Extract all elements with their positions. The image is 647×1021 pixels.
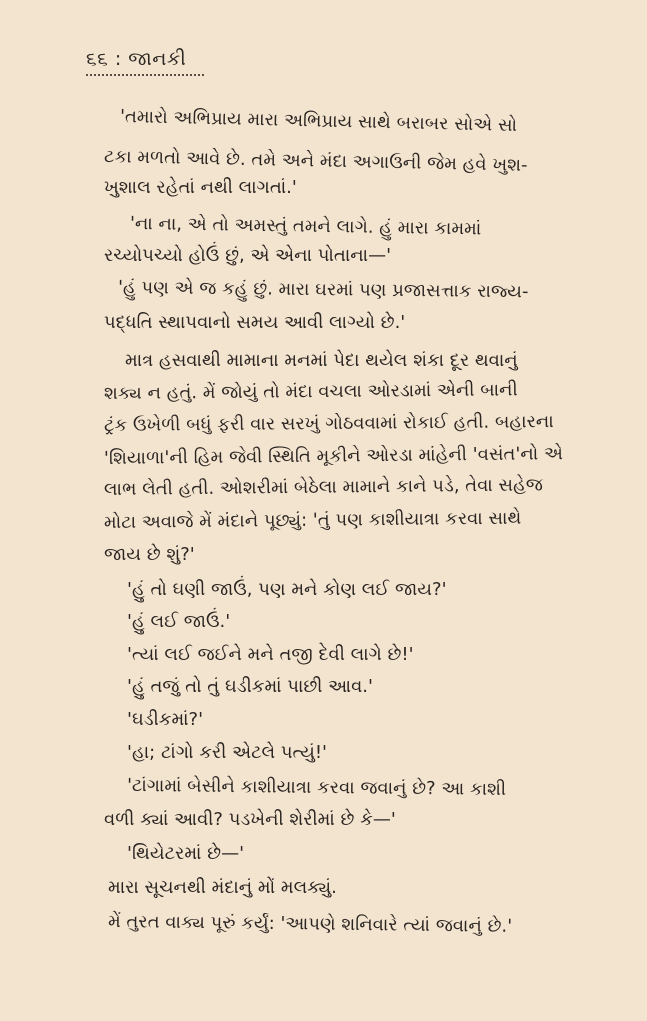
text-line: 'હું લઈ જાઉં.': [127, 611, 231, 632]
text-line: પદ્ધતિ સ્થાપવાનો સમય આવી લાગ્યો છે.': [104, 312, 406, 333]
text-line: 'ટાંગામાં બેસીને કાશીયાત્રા કરવા જવાનું છે? આ કાશી: [126, 775, 507, 800]
text-line: મારા સૂચનથી મંદાનું મોં મલક્યું.: [108, 877, 337, 898]
text-line: ટકા મળતો આવે છે. તમે અને મંદા અગાઉની જેમ હવે ખુશ-: [103, 146, 528, 176]
text-line: 'શિયાળા'ની હિમ જેવી સ્થિતિ મૂકીને ઓરડા માંહેની 'વસંત'નો એ: [103, 443, 564, 469]
text-line: 'હું પણ એ જ કહું છું. મારા ઘરમાં પણ પ્રજાસત્તાક રાજ્ય-: [117, 277, 529, 303]
page-header: [86, 48, 186, 70]
page-number: ૬૬: [86, 48, 109, 70]
text-line: 'ઘડીકમાં?': [127, 709, 204, 730]
text-line: લાભ લેતી હતી. ઓશરીમાં બેઠેલા મામાને કાને પડે, તેવા સહેજ: [103, 474, 544, 500]
text-line: રચ્યોપચ્યો હોઉં છું, એ એના પોતાના—': [104, 245, 392, 266]
header-separator: :: [114, 48, 122, 70]
text-line: 'હું તજું તો તું ઘડીકમાં પાછી આવ.': [127, 676, 373, 697]
text-line: 'તમારો અભિપ્રાય મારા અભિપ્રાય સાથે બરાબર સોએ સો: [119, 106, 518, 137]
text-line: ટ્રંક ઉખેળી બધું ફરી વાર સરખું ગોઠવવામાં રોકાઈ હતી. બહારના: [103, 411, 554, 436]
text-line: 'થિયેટરમાં છે—': [127, 843, 245, 864]
text-line: શક્ય ન હતું. મેં જોયું તો મંદા વચલા ઓરડામાં એની બાની: [103, 379, 518, 404]
text-line: 'હા; ટાંગો કરી એટલે પત્યું!': [127, 742, 327, 763]
text-line: માત્ર હસવાથી મામાના મનમાં પેદા થયેલ શંકા દૂર થવાનું: [125, 350, 518, 371]
text-line: મોટા અવાજે મેં મંદાને પૂછ્યું: 'તું પણ કાશીયાત્રા કરવા સાથે: [103, 507, 522, 533]
text-line: જાય છે શું?': [104, 544, 195, 565]
text-line: મેં તુરત વાક્ય પૂરું કર્યું: 'આપણે શનિવારે ત્યાં જવાનું છે.': [107, 911, 513, 937]
header-underline: [86, 74, 204, 79]
text-line: ખુશાલ રહેતાં નથી લાગતાં.': [104, 177, 297, 198]
running-title: જાનકી: [128, 48, 187, 70]
text-line: 'હું તો ઘણી જાઉં, પણ મને કોણ લઈ જાય?': [127, 579, 447, 600]
text-line: 'ના ના, એ તો અમસ્તું તમને લાગે. હું મારા કામમાં: [129, 213, 482, 240]
text-line: 'ત્યાં લઈ જઈને મને તજી દેવી લાગે છે!': [127, 644, 414, 665]
text-line: વળી ક્યાં આવી? પડખેની શેરીમાં છે કે—': [104, 809, 396, 830]
